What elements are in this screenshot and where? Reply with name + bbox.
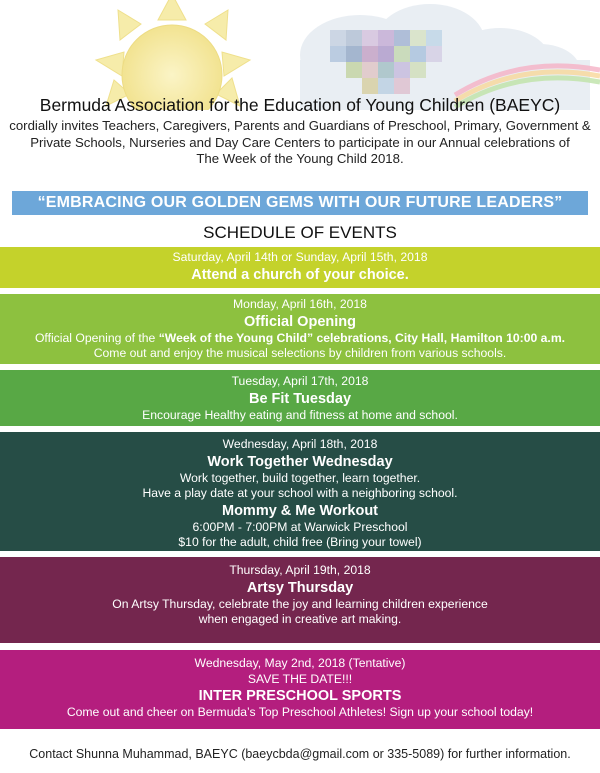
event-description: when engaged in creative art making.: [198, 612, 402, 626]
event-date: Wednesday, May 2nd, 2018 (Tentative): [194, 656, 406, 670]
event-band-church: [0, 247, 600, 288]
event-band-work-together: [0, 432, 600, 551]
event-description: $10 for the adult, child free (Bring your towel): [178, 535, 422, 549]
event-description: Come out and cheer on Bermuda’s Top Preschool Athletes! Sign up your school today!: [66, 705, 534, 719]
invitation-line-2: Private Schools, Nurseries and Day Care Centers to participate in our Annual celebrations of: [30, 134, 570, 150]
event-description: Come out and enjoy the musical selections by children from various schools.: [93, 346, 507, 360]
event-description: Work together, build together, learn together.: [179, 470, 421, 485]
event-title: Official Opening: [244, 313, 356, 330]
event-description: Encourage Healthy eating and fitness at home and school.: [142, 407, 458, 422]
save-the-date: SAVE THE DATE!!!: [247, 671, 353, 686]
schedule-title: SCHEDULE OF EVENTS: [203, 223, 397, 242]
event-band-preschool-sports: [0, 650, 600, 729]
contact-info: Contact Shunna Muhammad, BAEYC (baeycbda@gmail.com or 335-5089) for further information.: [29, 747, 571, 761]
event-date: Saturday, April 14th or Sunday, April 15th, 2018: [172, 250, 428, 264]
event-date: Tuesday, April 17th, 2018: [231, 374, 369, 388]
invitation-line-3: The Week of the Young Child 2018.: [196, 151, 404, 166]
event-description: Have a play date at your school with a neighboring school.: [142, 486, 458, 500]
event-title: Be Fit Tuesday: [248, 390, 352, 407]
event-subtitle: Mommy & Me Workout: [221, 502, 379, 519]
event-band-artsy-thursday: [0, 557, 600, 643]
event-band-be-fit: [0, 370, 600, 426]
event-title: Attend a church of your choice.: [191, 266, 409, 283]
event-date: Wednesday, April 18th, 2018: [222, 437, 378, 451]
theme-banner: “EMBRACING OUR GOLDEN GEMS WITH OUR FUTURE LEADERS”: [12, 191, 588, 215]
event-description-prefix: Official Opening of the: [34, 330, 159, 345]
organization-name: Bermuda Association for the Education of Young Children (BAEYC): [39, 95, 561, 115]
event-description: On Artsy Thursday, celebrate the joy and learning children experience: [112, 596, 488, 611]
event-description-bold: “Week of the Young Child” celebrations, City Hall, Hamilton 10:00 a.m.: [158, 330, 566, 345]
event-title: INTER PRESCHOOL SPORTS: [198, 688, 402, 704]
event-title: Work Together Wednesday: [207, 453, 393, 470]
header: [0, 94, 600, 168]
event-description: [0, 331, 600, 347]
event-date: Thursday, April 19th, 2018: [229, 563, 371, 577]
event-description: 6:00PM - 7:00PM at Warwick Preschool: [192, 519, 408, 534]
event-title: Artsy Thursday: [246, 579, 354, 596]
invitation-text: [0, 118, 600, 168]
event-date: Monday, April 16th, 2018: [233, 297, 367, 311]
event-band-official-opening: [0, 294, 600, 364]
invitation-line-1: cordially invites Teachers, Caregivers, Parents and Guardians of Preschool, Primary, Government &: [9, 118, 591, 133]
